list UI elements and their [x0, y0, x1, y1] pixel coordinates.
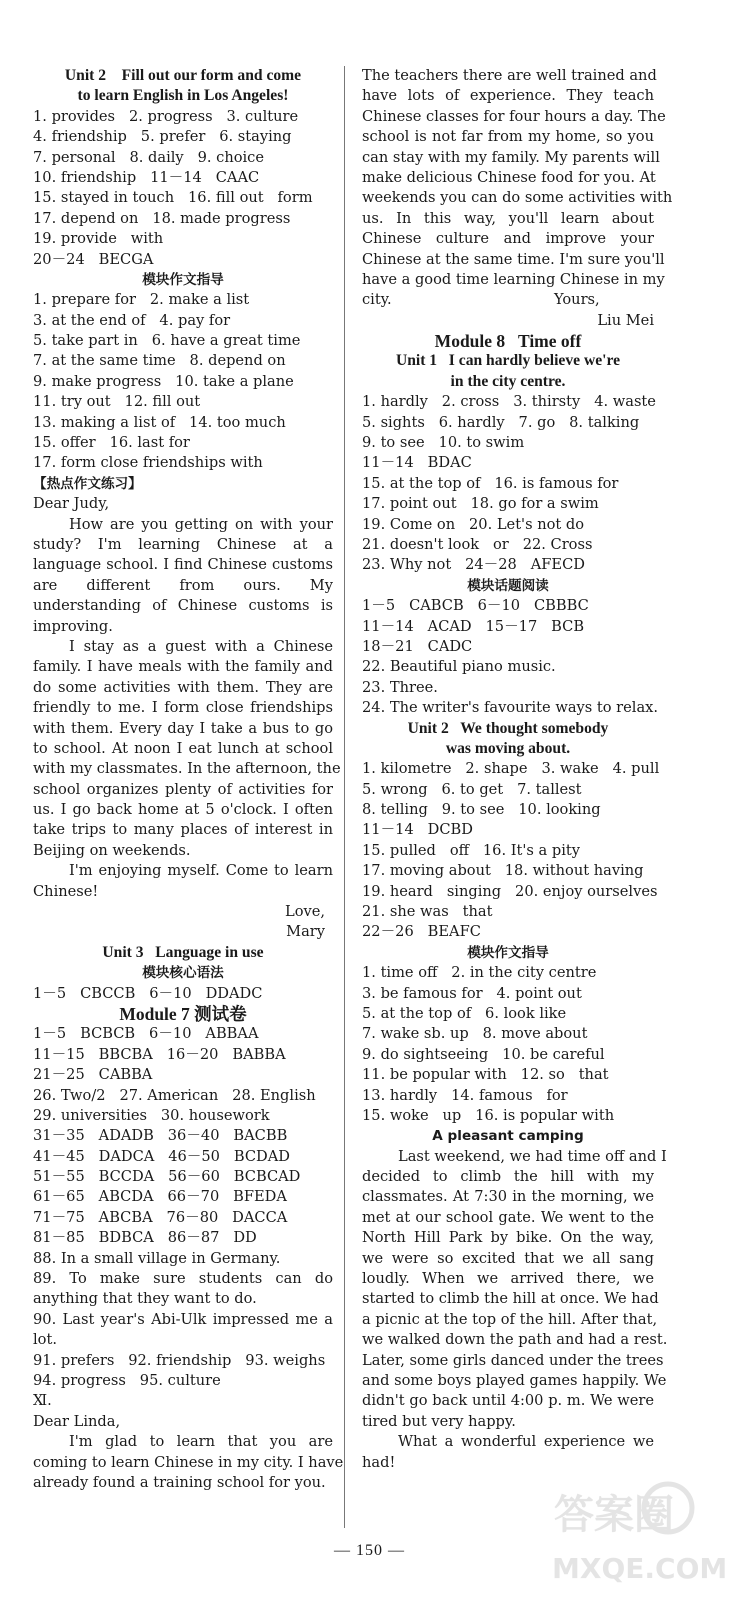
left-line: 模块作文指导 — [142, 271, 224, 288]
svg-text:答案圈: 答案圈 — [554, 1492, 674, 1538]
left-line: language school. I find Chinese customs — [33, 556, 333, 574]
right-line: started to climb the hill at once. We had — [362, 1290, 659, 1308]
right-line: Module 8 Time off — [434, 331, 582, 352]
right-line: 23. Why not 24－28 AFECD — [362, 556, 585, 574]
page-number: — 150 — — [334, 1542, 405, 1559]
right-line: loudly. When we arrived there, we — [362, 1270, 654, 1288]
left-line: Unit 2 Fill out our form and come — [64, 67, 302, 84]
right-line: we walked down the path and had a rest. — [362, 1331, 668, 1349]
left-line: improving. — [33, 617, 113, 635]
right-line: tired but very happy. — [362, 1412, 516, 1430]
left-line: family. I have meals with the family and — [33, 658, 333, 676]
left-line: Dear Judy, — [33, 495, 110, 513]
right-line: 22－26 BEAFC — [362, 923, 481, 941]
svg-text:MXQE.COM: MXQE.COM — [552, 1552, 728, 1585]
right-line: 19. heard singing 20. enjoy ourselves — [362, 882, 658, 900]
right-line: Last weekend, we had time off and I — [398, 1147, 667, 1165]
right-line: Chinese culture and improve your — [362, 230, 654, 248]
left-line: do some activities with them. They are — [33, 678, 333, 696]
right-line: 19. Come on 20. Let's not do — [362, 515, 585, 533]
right-line: 18－21 CADC — [362, 637, 473, 655]
left-line: How are you getting on with your — [69, 515, 333, 533]
left-line: are different from ours. My — [33, 576, 333, 594]
left-line: 1. prepare for 2. make a list — [33, 291, 250, 309]
right-line: 7. wake sb. up 8. move about — [362, 1025, 588, 1043]
right-line: in the city centre. — [450, 372, 566, 390]
left-line: Ⅺ. — [33, 1392, 52, 1410]
left-line: 19. provide with — [33, 230, 164, 248]
left-line: 81－85 BDBCA 86－87 DD — [33, 1229, 257, 1247]
right-line: Chinese at the same time. I'm sure you'll — [362, 250, 665, 268]
left-line: to school. At noon I eat lunch at school — [33, 739, 333, 757]
right-line: Chinese classes for four hours a day. The — [362, 107, 666, 125]
right-line: 21. doesn't look or 22. Cross — [362, 535, 593, 553]
left-line: 10. friendship 11－14 CAAC — [33, 168, 260, 186]
left-line: 5. take part in 6. have a great time — [33, 332, 301, 350]
right-line: have a good time learning Chinese in my — [362, 270, 665, 288]
right-line: Later, some girls danced under the trees — [362, 1351, 664, 1369]
left-line: 7. at the same time 8. depend on — [33, 352, 286, 370]
left-line: 90. Last year's Abi-Ulk impressed me a — [33, 1310, 333, 1328]
left-line: 41－45 DADCA 46－50 BCDAD — [33, 1147, 290, 1165]
right-line: 1. time off 2. in the city centre — [362, 964, 597, 982]
right-line: didn't go back until 4:00 p. m. We were — [362, 1392, 654, 1410]
left-line: understanding of Chinese customs is — [33, 597, 333, 615]
left-line: I'm glad to learn that you are — [69, 1433, 333, 1451]
left-line: 29. universities 30. housework — [33, 1106, 270, 1124]
left-line: study? I'm learning Chinese at a — [33, 535, 333, 553]
right-line: 5. sights 6. hardly 7. go 8. talking — [362, 413, 640, 431]
right-line: city. Yours, — [362, 291, 600, 309]
right-line: decided to climb the hill with my — [362, 1168, 654, 1186]
left-line: 模块核心语法 — [142, 965, 224, 982]
left-line: 3. at the end of 4. pay for — [33, 311, 231, 329]
left-line: 11. try out 12. fill out — [33, 393, 201, 411]
left-line: I stay as a guest with a Chinese — [69, 637, 333, 655]
left-line: 1－5 CBCCB 6－10 DDADC — [33, 984, 263, 1002]
right-line: classmates. At 7:30 in the morning, we — [362, 1188, 654, 1206]
left-line: Chinese! — [33, 882, 99, 900]
left-line: 94. progress 95. culture — [33, 1372, 221, 1389]
left-line: 21－25 CABBA — [33, 1066, 153, 1084]
left-line: 71－75 ABCBA 76－80 DACCA — [33, 1208, 288, 1226]
right-line: 5. wrong 6. to get 7. tallest — [362, 780, 582, 798]
left-line: 11－15 BBCBA 16－20 BABBA — [33, 1045, 286, 1063]
right-line: 22. Beautiful piano music. — [362, 658, 556, 676]
left-line: 1－5 BCBCB 6－10 ABBAA — [33, 1025, 259, 1043]
right-line: 1－5 CABCB 6－10 CBBBC — [362, 597, 589, 615]
right-line: 15. at the top of 16. is famous for — [362, 474, 619, 492]
left-line: 13. making a list of 14. too much — [33, 413, 286, 431]
right-line: 17. moving about 18. without having — [362, 862, 644, 880]
left-line: 【热点作文练习】 — [33, 475, 142, 492]
right-line: a picnic at the top of the hill. After that, — [362, 1310, 658, 1328]
right-line: 模块作文指导 — [467, 944, 549, 961]
right-line: 21. she was that — [362, 903, 493, 921]
right-line: can stay with my family. My parents will — [362, 148, 660, 166]
left-line: 1. provides 2. progress 3. culture — [33, 107, 299, 125]
right-line: have lots of experience. They teach — [362, 87, 654, 105]
right-line: was moving about. — [445, 739, 571, 757]
left-line: 26. Two/2 27. American 28. English — [33, 1086, 316, 1104]
right-line: 11－14 BDAC — [362, 454, 472, 472]
right-line: we were so excited that we all sang — [362, 1249, 654, 1267]
right-line: What a wonderful experience we — [398, 1433, 654, 1451]
right-line: 9. do sightseeing 10. be careful — [362, 1045, 605, 1063]
right-line: 15. pulled off 16. It's a pity — [362, 841, 580, 859]
right-line: weekends you can do some activities with — [362, 189, 673, 207]
right-line: 8. telling 9. to see 10. looking — [362, 801, 601, 819]
right-line: 模块话题阅读 — [467, 577, 549, 594]
left-line: I'm enjoying myself. Come to learn — [69, 862, 333, 880]
right-line: had! — [362, 1453, 396, 1471]
right-column — [362, 66, 673, 1473]
left-line: Module 7 测试卷 — [119, 1003, 247, 1024]
left-line: 20－24 BECGA — [33, 250, 154, 268]
left-line: 15. stayed in touch 16. fill out form — [33, 189, 313, 207]
left-line: us. I go back home at 5 o'clock. I often — [33, 801, 333, 819]
right-line: Liu Mei — [597, 311, 654, 329]
left-line: with them. Every day I take a bus to go — [33, 719, 333, 737]
right-line: A pleasant camping — [432, 1128, 584, 1145]
left-line: Unit 3 Language in use — [102, 943, 264, 961]
right-line: North Hill Park by bike. On the way, — [362, 1229, 654, 1247]
right-line: 17. point out 18. go for a swim — [362, 495, 599, 513]
watermark-logo — [548, 1476, 728, 1588]
left-line: 88. In a small village in Germany. — [33, 1249, 281, 1267]
right-line: school is not far from my home, so you — [362, 128, 654, 146]
right-line: 1. hardly 2. cross 3. thirsty 4. waste — [362, 393, 656, 411]
left-line: Beijing on weekends. — [33, 841, 191, 859]
left-line: Love, — [285, 903, 325, 921]
left-line: lot. — [33, 1331, 57, 1349]
right-line: and some boys played games happily. We — [362, 1372, 667, 1389]
right-line: us. In this way, you'll learn about — [362, 209, 654, 227]
left-line: 61－65 ABCDA 66－70 BFEDA — [33, 1188, 287, 1206]
left-line: Mary — [286, 923, 325, 941]
left-line: 17. depend on 18. made progress — [33, 209, 291, 227]
left-line: school organizes plenty of activities for — [33, 780, 333, 798]
column-divider — [344, 66, 345, 1528]
right-line: 24. The writer's favourite ways to relax. — [362, 699, 659, 717]
left-line: 17. form close friendships with — [33, 454, 263, 472]
right-line: 13. hardly 14. famous for — [362, 1086, 568, 1104]
left-line: Dear Linda, — [33, 1412, 121, 1430]
right-line: 11－14 DCBD — [362, 821, 473, 839]
left-line: with my classmates. In the afternoon, the — [33, 760, 341, 778]
left-line: to learn English in Los Angeles! — [77, 87, 289, 105]
left-line: take trips to many places of interest in — [33, 821, 333, 839]
left-column — [33, 66, 344, 1493]
left-line: 9. make progress 10. take a plane — [33, 372, 294, 390]
left-line: friendly to me. I form close friendships — [33, 699, 333, 717]
left-line: 91. prefers 92. friendship 93. weighs — [33, 1351, 326, 1369]
left-line: 7. personal 8. daily 9. choice — [33, 148, 264, 166]
right-line: 1. kilometre 2. shape 3. wake 4. pull — [362, 760, 660, 778]
right-line: Unit 2 We thought somebody — [407, 719, 609, 737]
left-line: 4. friendship 5. prefer 6. staying — [33, 128, 292, 146]
left-line: 31－35 ADADB 36－40 BACBB — [33, 1127, 288, 1145]
right-line: 3. be famous for 4. point out — [362, 984, 582, 1002]
left-line: anything that they want to do. — [33, 1290, 257, 1308]
left-line: coming to learn Chinese in my city. I have — [33, 1453, 344, 1471]
right-line: Unit 1 I can hardly believe we're — [395, 352, 621, 370]
right-line: met at our school gate. We went to the — [362, 1208, 654, 1226]
right-line: 15. woke up 16. is popular with — [362, 1106, 615, 1124]
left-line: 51－55 BCCDA 56－60 BCBCAD — [33, 1168, 301, 1186]
left-line: 89. To make sure students can do — [33, 1270, 333, 1288]
right-line: 11－14 ACAD 15－17 BCB — [362, 617, 585, 635]
left-line: 15. offer 16. last for — [33, 434, 190, 452]
left-line: already found a training school for you. — [33, 1473, 326, 1491]
right-line: 23. Three. — [362, 678, 438, 696]
right-line: 11. be popular with 12. so that — [362, 1066, 609, 1084]
right-line: 9. to see 10. to swim — [362, 434, 525, 452]
right-line: The teachers there are well trained and — [362, 67, 657, 84]
right-line: 5. at the top of 6. look like — [362, 1004, 567, 1022]
right-line: make delicious Chinese food for you. At — [362, 168, 656, 186]
